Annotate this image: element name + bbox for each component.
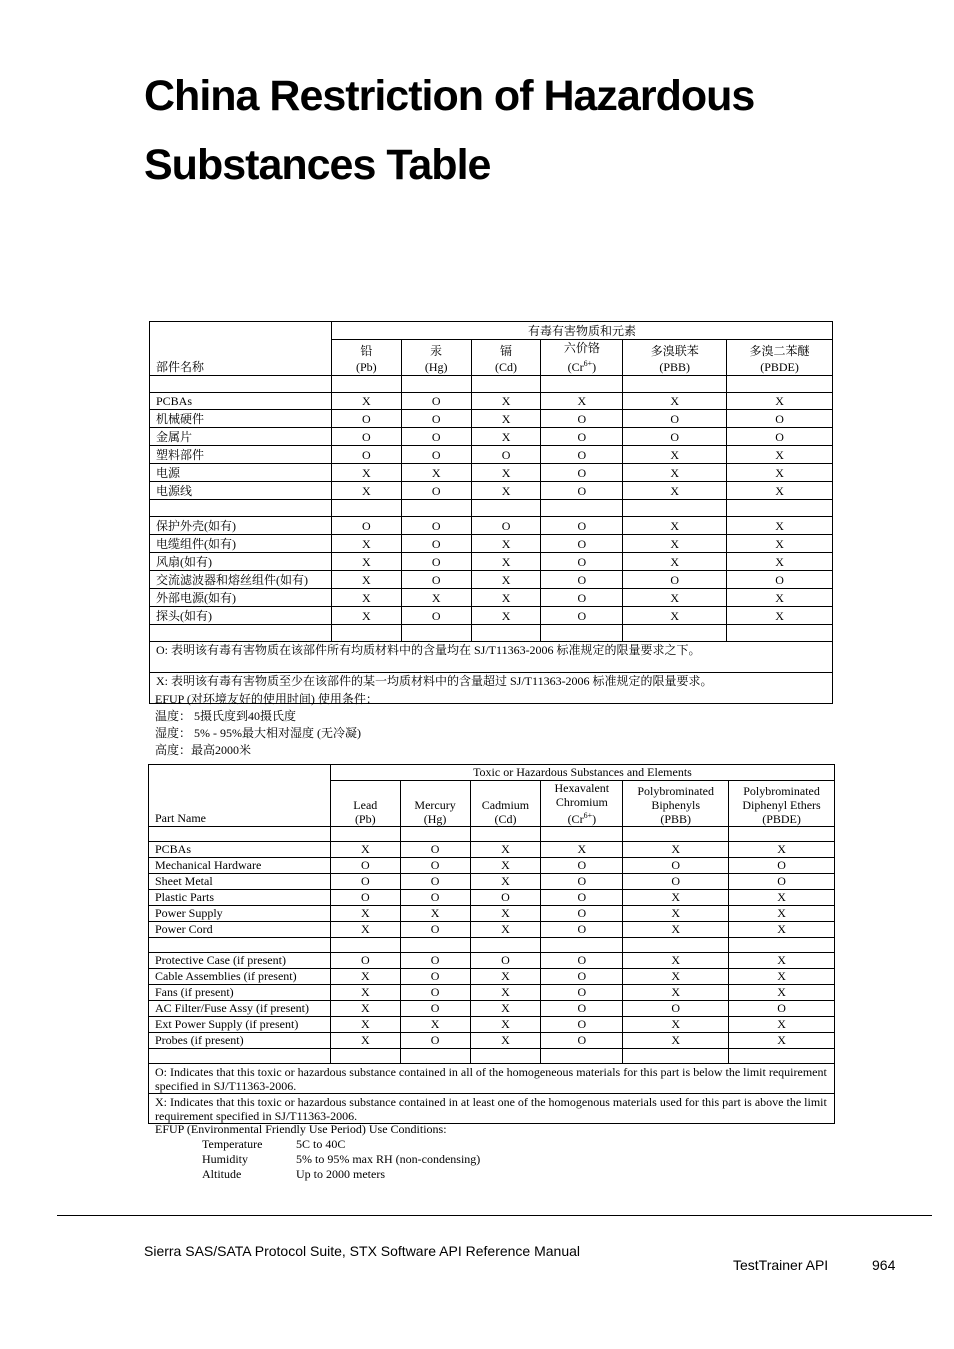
cn-efup-line: 温度： 5摄氏度到40摄氏度 xyxy=(155,709,297,723)
cn-symbol-sup: 6+ xyxy=(583,359,593,368)
cn-value-cell: O xyxy=(541,410,623,428)
condition-value: 5C to 40C xyxy=(296,1137,346,1151)
en-spacer-row xyxy=(149,1049,835,1064)
en-value-cell: O xyxy=(541,858,623,874)
cn-column-symbol: (Cd) xyxy=(495,360,518,374)
cn-value-cell: O xyxy=(541,464,623,482)
cn-value-cell: O xyxy=(331,446,401,464)
en-value-cell: O xyxy=(541,906,623,922)
cn-value-cell: X xyxy=(331,464,401,482)
cn-value-cell: X xyxy=(471,607,541,625)
en-value-cell: X xyxy=(729,906,835,922)
cn-column-symbol: (Pb) xyxy=(356,360,377,374)
en-value-cell: X xyxy=(330,1017,400,1033)
en-value-cell: X xyxy=(623,985,729,1001)
en-column-name: Biphenyls xyxy=(651,798,700,812)
cn-value-cell: O xyxy=(623,428,727,446)
cn-value-cell: O xyxy=(401,571,471,589)
table-row xyxy=(149,858,835,874)
cn-part-name: 金属片 xyxy=(150,428,332,446)
cn-value-cell: X xyxy=(623,535,727,553)
table-row xyxy=(149,890,835,906)
cn-hazardous-substances-table xyxy=(149,321,833,704)
table-row xyxy=(150,410,833,428)
en-symbol-base: (Cr xyxy=(567,812,584,826)
cn-efup-line: 高度：最高2000米 xyxy=(155,743,252,757)
cn-spacer-row xyxy=(150,625,833,642)
en-value-cell: O xyxy=(400,1001,470,1017)
en-column-symbol: (Pb) xyxy=(354,812,376,826)
en-column-name: Hexavalent xyxy=(554,781,610,795)
en-column-header xyxy=(541,781,623,827)
en-part-name: Cable Assemblies (if present) xyxy=(149,969,331,985)
en-value-cell: X xyxy=(623,922,729,938)
cn-value-cell: X xyxy=(471,535,541,553)
table-row xyxy=(149,1017,835,1033)
footer-section: TestTrainer API xyxy=(733,1257,829,1273)
cn-value-cell: O xyxy=(623,571,727,589)
en-value-cell: O xyxy=(541,969,623,985)
table-row xyxy=(150,446,833,464)
cn-column-header xyxy=(331,340,401,376)
en-value-cell: X xyxy=(729,890,835,906)
en-group-header: Toxic or Hazardous Substances and Elements xyxy=(330,765,834,781)
cn-column-symbol xyxy=(541,356,622,375)
en-efup-condition xyxy=(155,1167,480,1182)
cn-value-cell: O xyxy=(401,607,471,625)
cn-value-cell: O xyxy=(401,535,471,553)
cn-value-cell: O xyxy=(401,393,471,410)
en-value-cell: O xyxy=(541,874,623,890)
cn-column-name: 多溴二苯醚 xyxy=(749,344,810,358)
cn-value-cell: X xyxy=(623,464,727,482)
en-column-name xyxy=(471,784,541,798)
en-value-cell: O xyxy=(541,890,623,906)
cn-value-cell: X xyxy=(623,607,727,625)
cn-part-header: 部件名称 xyxy=(156,360,205,374)
cn-value-cell: O xyxy=(541,589,623,607)
en-column-name: Polybrominated xyxy=(637,784,714,798)
en-column-name xyxy=(401,784,470,798)
en-value-cell: X xyxy=(623,890,729,906)
cn-part-header-cell xyxy=(150,322,332,376)
cn-value-cell: X xyxy=(471,464,541,482)
cn-column-header xyxy=(727,340,833,376)
table-row xyxy=(149,985,835,1001)
cn-efup-conditions xyxy=(155,691,378,759)
en-value-cell: X xyxy=(470,858,541,874)
cn-value-cell: X xyxy=(727,517,833,535)
table-row xyxy=(150,428,833,446)
en-part-name: Mechanical Hardware xyxy=(149,858,331,874)
en-value-cell: O xyxy=(400,969,470,985)
en-value-cell: X xyxy=(729,842,835,858)
cn-note-x: X: 表明该有毒有害物质至少在该部件的某一均质材料中的含量超过 SJ/T11363-2006 标准规定的限量要求。 xyxy=(150,673,833,704)
condition-value: Up to 2000 meters xyxy=(296,1167,385,1181)
cn-value-cell: X xyxy=(331,535,401,553)
cn-value-cell: O xyxy=(401,428,471,446)
cn-value-cell: X xyxy=(471,553,541,571)
cn-value-cell: X xyxy=(727,607,833,625)
en-value-cell: O xyxy=(623,858,729,874)
en-column-header xyxy=(729,781,835,827)
cn-value-cell: X xyxy=(471,589,541,607)
cn-value-cell: X xyxy=(331,482,401,500)
cn-value-cell: X xyxy=(727,535,833,553)
en-value-cell: O xyxy=(623,874,729,890)
en-value-cell: O xyxy=(541,1033,623,1049)
cn-value-cell: X xyxy=(727,589,833,607)
en-value-cell: O xyxy=(541,953,623,969)
condition-value: 5% to 95% max RH (non-condensing) xyxy=(296,1152,481,1166)
cn-part-name: 保护外壳(如有) xyxy=(150,517,332,535)
en-value-cell: X xyxy=(470,906,541,922)
en-value-cell: X xyxy=(623,1033,729,1049)
en-column-name: Cadmium xyxy=(481,798,530,812)
cn-value-cell: X xyxy=(623,393,727,410)
table-row xyxy=(149,969,835,985)
en-column-header xyxy=(470,781,541,827)
cn-value-cell: X xyxy=(331,571,401,589)
en-part-name: Power Cord xyxy=(149,922,331,938)
cn-value-cell: X xyxy=(727,482,833,500)
cn-value-cell: O xyxy=(541,482,623,500)
table-row xyxy=(149,842,835,858)
cn-value-cell: O xyxy=(331,517,401,535)
cn-value-cell: X xyxy=(623,446,727,464)
cn-value-cell: X xyxy=(623,517,727,535)
cn-column-header xyxy=(471,340,541,376)
en-column-name: Polybrominated xyxy=(743,784,820,798)
en-value-cell: X xyxy=(330,1033,400,1049)
en-part-name: AC Filter/Fuse Assy (if present) xyxy=(149,1001,331,1017)
table-row xyxy=(150,607,833,625)
table-row xyxy=(149,1001,835,1017)
cn-value-cell: O xyxy=(471,517,541,535)
condition-label: Humidity xyxy=(202,1152,249,1166)
cn-value-cell: X xyxy=(623,553,727,571)
cn-efup-line: EFUP (对环境友好的使用时间) 使用条件： xyxy=(155,692,378,706)
en-note-o: O: Indicates that this toxic or hazardous substance contained in all of the homogeneous materials for this part is below the limit requirement specified in SJ/T11363-2006. xyxy=(149,1064,835,1094)
cn-group-header: 有毒有害物质和元素 xyxy=(331,322,832,340)
en-value-cell: O xyxy=(400,890,470,906)
cn-part-name: 电源线 xyxy=(150,482,332,500)
footer-manual-title: Sierra SAS/SATA Protocol Suite, STX Software API Reference Manual xyxy=(144,1243,581,1259)
cn-column-name: 铅 xyxy=(360,344,373,358)
cn-value-cell: O xyxy=(541,607,623,625)
cn-value-cell: X xyxy=(541,393,623,410)
cn-value-cell: X xyxy=(727,393,833,410)
en-column-symbol: (PBB) xyxy=(660,812,692,826)
cn-value-cell: O xyxy=(401,482,471,500)
cn-value-cell: O xyxy=(727,410,833,428)
en-value-cell: X xyxy=(729,953,835,969)
en-value-cell: X xyxy=(470,1033,541,1049)
en-spacer-row xyxy=(149,827,835,842)
en-value-cell: O xyxy=(541,1017,623,1033)
en-column-header xyxy=(330,781,400,827)
en-symbol-sup: 6+ xyxy=(583,811,593,820)
en-value-cell: X xyxy=(470,985,541,1001)
table-row xyxy=(149,953,835,969)
cn-column-symbol: (PBB) xyxy=(659,360,691,374)
cn-symbol-base: (Cr xyxy=(567,360,584,374)
cn-value-cell: O xyxy=(401,410,471,428)
cn-value-cell: X xyxy=(471,482,541,500)
cn-value-cell: O xyxy=(541,446,623,464)
en-part-name: Probes (if present) xyxy=(149,1033,331,1049)
en-efup-conditions xyxy=(155,1122,480,1182)
en-value-cell: O xyxy=(541,1001,623,1017)
table-row xyxy=(150,535,833,553)
cn-value-cell: O xyxy=(401,553,471,571)
en-value-cell: X xyxy=(623,953,729,969)
cn-part-name: 交流滤波器和熔丝组件(如有) xyxy=(150,571,332,589)
table-row xyxy=(149,922,835,938)
cn-value-cell: O xyxy=(541,428,623,446)
cn-value-cell: O xyxy=(541,553,623,571)
en-symbol-close: ) xyxy=(592,812,597,826)
en-part-name: Power Supply xyxy=(149,906,331,922)
en-column-symbol: (PBDE) xyxy=(762,812,801,826)
en-value-cell: O xyxy=(729,858,835,874)
cn-part-name: 机械硬件 xyxy=(150,410,332,428)
en-efup-condition xyxy=(155,1152,480,1167)
cn-value-cell: X xyxy=(331,393,401,410)
cn-note-o: O: 表明该有毒有害物质在该部件所有均质材料中的含量均在 SJ/T11363-2006 标准规定的限量要求之下。 xyxy=(150,642,833,673)
cn-part-name: 电缆组件(如有) xyxy=(150,535,332,553)
en-part-name: Fans (if present) xyxy=(149,985,331,1001)
en-column-header xyxy=(400,781,470,827)
en-value-cell: X xyxy=(623,969,729,985)
cn-column-header xyxy=(623,340,727,376)
en-value-cell: X xyxy=(541,842,623,858)
page-number: 964 xyxy=(872,1257,896,1273)
cn-efup-line: 湿度： 5% - 95%最大相对湿度 (无冷凝) xyxy=(155,726,361,740)
table-row xyxy=(150,589,833,607)
en-value-cell: O xyxy=(400,953,470,969)
en-value-cell: X xyxy=(470,1017,541,1033)
cn-value-cell: X xyxy=(401,464,471,482)
en-column-name: Mercury xyxy=(414,798,456,812)
en-value-cell: X xyxy=(729,969,835,985)
en-value-cell: O xyxy=(400,922,470,938)
cn-value-cell: O xyxy=(331,428,401,446)
en-value-cell: X xyxy=(330,906,400,922)
cn-column-name: 汞 xyxy=(430,344,443,358)
en-value-cell: X xyxy=(400,906,470,922)
en-value-cell: O xyxy=(400,874,470,890)
cn-value-cell: X xyxy=(727,464,833,482)
cn-value-cell: X xyxy=(471,428,541,446)
cn-value-cell: X xyxy=(471,571,541,589)
en-part-header-cell xyxy=(149,765,331,827)
en-note-x: X: Indicates that this toxic or hazardous substance contained in at least one of the homogenous materials used for this part is above the limit requirement specified in SJ/T11363-2006. xyxy=(149,1094,835,1124)
cn-note-row xyxy=(150,642,833,673)
cn-value-cell: X xyxy=(727,553,833,571)
cn-value-cell: X xyxy=(331,607,401,625)
en-value-cell: O xyxy=(729,1001,835,1017)
cn-value-cell: O xyxy=(541,571,623,589)
table-row xyxy=(150,553,833,571)
en-value-cell: X xyxy=(470,922,541,938)
en-value-cell: O xyxy=(400,842,470,858)
condition-label: Altitude xyxy=(202,1167,242,1181)
cn-value-cell: X xyxy=(727,446,833,464)
en-part-header: Part Name xyxy=(155,811,206,825)
table-row xyxy=(150,482,833,500)
en-value-cell: X xyxy=(623,906,729,922)
table-row xyxy=(150,571,833,589)
en-part-name: Ext Power Supply (if present) xyxy=(149,1017,331,1033)
cn-value-cell: O xyxy=(541,517,623,535)
en-value-cell: O xyxy=(541,922,623,938)
cn-value-cell: O xyxy=(727,428,833,446)
cn-value-cell: X xyxy=(331,553,401,571)
cn-value-cell: X xyxy=(471,393,541,410)
en-value-cell: X xyxy=(330,969,400,985)
en-value-cell: X xyxy=(330,842,400,858)
en-column-symbol: (Cd) xyxy=(494,812,517,826)
en-value-cell: O xyxy=(330,874,400,890)
cn-value-cell: O xyxy=(401,446,471,464)
cn-value-cell: X xyxy=(401,589,471,607)
en-value-cell: X xyxy=(623,842,729,858)
en-value-cell: X xyxy=(330,922,400,938)
cn-value-cell: O xyxy=(331,410,401,428)
en-value-cell: O xyxy=(470,890,541,906)
cn-spacer-row xyxy=(150,500,833,517)
en-value-cell: O xyxy=(330,890,400,906)
cn-column-name: 六价铬 xyxy=(563,341,600,355)
en-value-cell: O xyxy=(330,858,400,874)
cn-column-name: 镉 xyxy=(500,344,513,358)
en-value-cell: X xyxy=(729,1017,835,1033)
en-value-cell: O xyxy=(623,1001,729,1017)
cn-value-cell: O xyxy=(623,410,727,428)
en-note-row xyxy=(149,1064,835,1094)
en-value-cell: O xyxy=(400,985,470,1001)
en-value-cell: X xyxy=(729,1033,835,1049)
cn-value-cell: X xyxy=(623,589,727,607)
en-value-cell: O xyxy=(541,985,623,1001)
en-part-name: Protective Case (if present) xyxy=(149,953,331,969)
cn-column-header xyxy=(401,340,471,376)
en-column-name: Diphenyl Ethers xyxy=(742,798,821,812)
en-part-name: Plastic Parts xyxy=(149,890,331,906)
cn-value-cell: X xyxy=(471,410,541,428)
en-part-name: Sheet Metal xyxy=(149,874,331,890)
en-value-cell: X xyxy=(729,922,835,938)
en-note-row xyxy=(149,1094,835,1124)
en-efup-condition xyxy=(155,1137,480,1152)
table-row xyxy=(149,874,835,890)
en-hazardous-substances-table xyxy=(148,764,835,1124)
footer-divider xyxy=(57,1215,932,1216)
en-value-cell: X xyxy=(330,985,400,1001)
en-column-name: Chromium xyxy=(555,795,608,809)
en-value-cell: X xyxy=(470,874,541,890)
table-row xyxy=(150,517,833,535)
en-value-cell: O xyxy=(400,1033,470,1049)
cn-column-symbol: (PBDE) xyxy=(760,360,799,374)
cn-symbol-close: ) xyxy=(592,360,597,374)
cn-spacer-row xyxy=(150,376,833,393)
cn-part-name: 电源 xyxy=(150,464,332,482)
cn-column-name: 多溴联苯 xyxy=(650,344,699,358)
en-efup-heading: EFUP (Environmental Friendly Use Period) Use Conditions: xyxy=(155,1122,447,1136)
en-value-cell: X xyxy=(470,969,541,985)
en-value-cell: X xyxy=(729,985,835,1001)
cn-part-name: PCBAs xyxy=(150,393,332,410)
cn-value-cell: O xyxy=(401,517,471,535)
cn-part-name: 塑料部件 xyxy=(150,446,332,464)
en-column-symbol: (Hg) xyxy=(423,812,447,826)
en-value-cell: O xyxy=(330,953,400,969)
en-value-cell: X xyxy=(470,842,541,858)
page-title: China Restriction of Hazardous Substances Table xyxy=(144,72,755,189)
condition-label: Temperature xyxy=(202,1137,263,1151)
en-spacer-row xyxy=(149,938,835,953)
en-column-name xyxy=(331,784,400,798)
en-value-cell: X xyxy=(623,1017,729,1033)
cn-column-header xyxy=(541,340,623,376)
en-column-symbol xyxy=(541,809,622,826)
table-row xyxy=(150,393,833,410)
table-row xyxy=(150,464,833,482)
cn-part-name: 外部电源(如有) xyxy=(150,589,332,607)
en-value-cell: X xyxy=(470,1001,541,1017)
cn-value-cell: O xyxy=(541,535,623,553)
en-value-cell: X xyxy=(330,1001,400,1017)
cn-value-cell: X xyxy=(623,482,727,500)
en-value-cell: O xyxy=(470,953,541,969)
en-value-cell: X xyxy=(400,1017,470,1033)
en-value-cell: O xyxy=(729,874,835,890)
cn-value-cell: O xyxy=(471,446,541,464)
en-value-cell: O xyxy=(400,858,470,874)
en-part-name: PCBAs xyxy=(149,842,331,858)
table-row xyxy=(149,1033,835,1049)
table-row xyxy=(149,906,835,922)
en-column-name: Lead xyxy=(353,798,378,812)
cn-value-cell: X xyxy=(331,589,401,607)
cn-value-cell: O xyxy=(727,571,833,589)
cn-part-name: 风扇(如有) xyxy=(150,553,332,571)
cn-part-name: 探头(如有) xyxy=(150,607,332,625)
cn-column-symbol: (Hg) xyxy=(424,360,448,374)
en-column-header xyxy=(623,781,729,827)
